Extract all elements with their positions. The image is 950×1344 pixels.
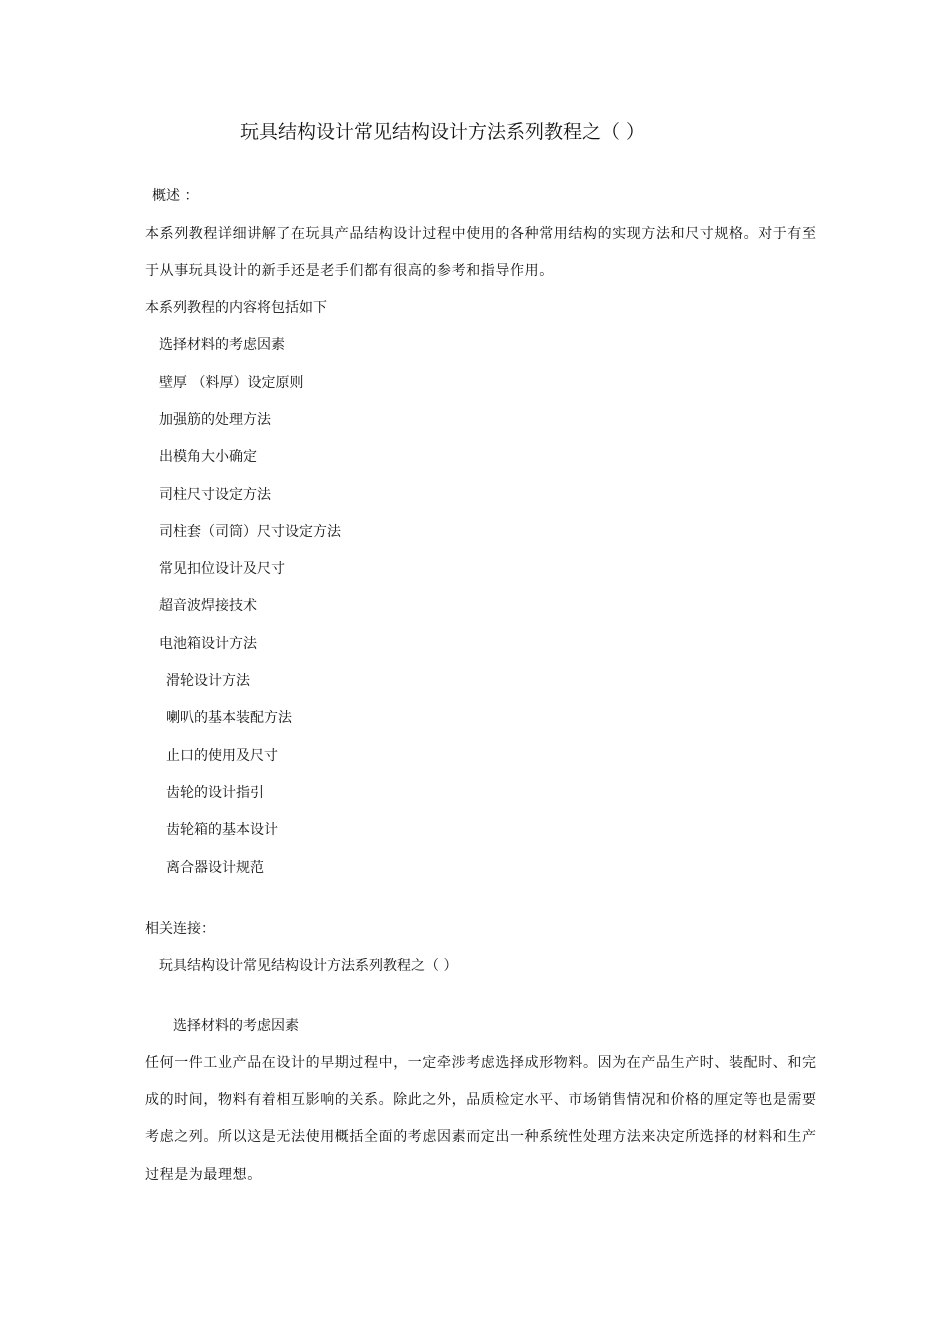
contents-item: 齿轮箱的基本设计 (166, 822, 278, 838)
contents-item: 止口的使用及尺寸 (166, 748, 278, 764)
section-line: 考虑之列。所以这是无法使用概括全面的考虑因素而定出一种系统性处理方法来决定所选择的材料和生产 (145, 1129, 817, 1145)
contents-item: 滑轮设计方法 (166, 673, 250, 689)
section-line: 过程是为最理想。 (145, 1167, 262, 1183)
document-title: 玩具结构设计常见结构设计方法系列教程之（ ） (240, 121, 646, 143)
contents-heading: 本系列教程的内容将包括如下 (145, 300, 327, 316)
contents-item: 司柱尺寸设定方法 (159, 487, 271, 503)
contents-item: 司柱套（司筒）尺寸设定方法 (159, 524, 341, 540)
section-line: 任何一件工业产品在设计的早期过程中，一定牵涉考虑选择成形物料。因为在产品生产时、装配时、和完 (145, 1055, 817, 1071)
section-heading: 选择材料的考虑因素 (173, 1018, 299, 1034)
contents-item: 齿轮的设计指引 (166, 785, 264, 801)
intro-line: 本系列教程详细讲解了在玩具产品结构设计过程中使用的各种常用结构的实现方法和尺寸规格。对于有至 (145, 226, 817, 242)
contents-item: 出模角大小确定 (159, 449, 257, 465)
section-line: 成的时间，物料有着相互影响的关系。除此之外，品质检定水平、市场销售情况和价格的厘定等也是需要 (145, 1092, 817, 1108)
contents-item: 选择材料的考虑因素 (159, 337, 285, 353)
contents-item: 电池箱设计方法 (159, 636, 257, 652)
contents-item: 超音波焊接技术 (159, 598, 257, 614)
contents-item: 喇叭的基本装配方法 (166, 710, 292, 726)
related-link[interactable]: 玩具结构设计常见结构设计方法系列教程之（ ） (159, 958, 458, 974)
intro-line: 于从事玩具设计的新手还是老手们都有很高的参考和指导作用。 (145, 263, 554, 279)
contents-item: 离合器设计规范 (166, 860, 264, 876)
related-label: 相关连接： (145, 921, 215, 937)
contents-item: 壁厚 （料厚）设定原则 (159, 375, 304, 391)
contents-item: 加强筋的处理方法 (159, 412, 271, 428)
overview-label: 概述 ： (152, 188, 199, 204)
contents-item: 常见扣位设计及尺寸 (159, 561, 285, 577)
